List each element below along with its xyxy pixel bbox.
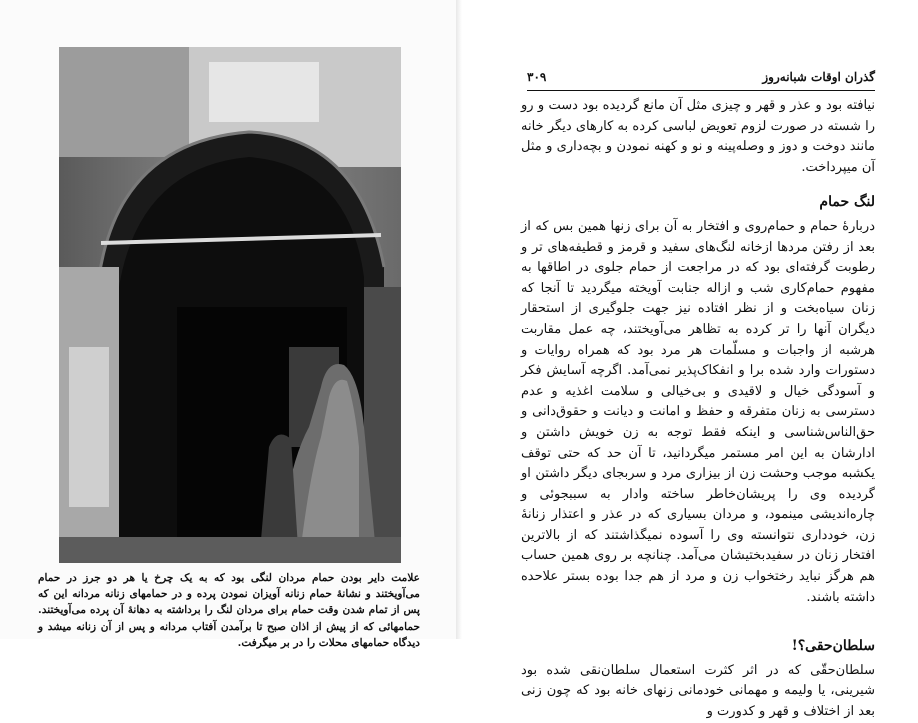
section-heading-1: لنگ حمام [819, 194, 875, 211]
running-header [527, 68, 875, 91]
section-gap [521, 608, 875, 622]
photo-drawing [59, 47, 401, 563]
running-header-title: گذران اوقات شبانه‌روز [762, 70, 875, 84]
body-text [521, 96, 875, 723]
caption-text: علامت دایر بودن حمام مردان لنگی بود که به یک چرخ یا هر دو جرز در حمام می‌آویختند و نشانهٔ حمام زنانه آویزان نمودن پرده و در حمامهای زنانه مردانه این که پس از تمام شدن وقت حمام برای مردان لنگ را برداشته به دهانهٔ آن پرده می‌آویختند. حمامهائی که از پیش از اذان صبح تا برآمدن آفتاب مردانه و پس از آن زنانه میشد و دیدگاه حمامهای محلات را در بر میگرفت. [38, 572, 420, 649]
paragraph-1: نیافته بود و عذر و قهر و چیزی مثل آن مانع گردیده بود دست و رو را شسته در صورت لزوم تعویض لباسی کرده به کارهای دیگر خانه مانند دوخت و دوز و وصله‌پینه و نو و کهنه نمودن و بچه‌داری و مثل آن میپرداخت. [521, 98, 875, 175]
page-number: ۳۰۹ [527, 70, 547, 84]
paragraph-2: دربارهٔ حمام و حمام‌روی و افتخار به آن برای زنها همین بس که از بعد از رفتن مردها ازخانه لنگ‌های سفید و قرمز و قطیفه‌های تر و رطوبت گرفته‌ای بود که در مراجعت از حمام جلوی در اطاقها به مفهوم حمام‌کاری شب و ازاله جنابت آویخته میگردید تا آنجا که زنان سیاه‌بخت و از نظر افتاده نیز جهت جلوگیری از استحقار دیگران آنها را تر کرده به تظاهر می‌آویختند، چه عمل مقاربت هرشبه از واجبات و مسلّمات هر مرد بود که همراه روایات و دستورات وارد شده برا و انفکاک‌پذیر نمی‌آمد. اگرچه آسایش فکر و آسودگی خیال و لاقیدی و بی‌خیالی و سلامت اغذیه و عدم دسترسی به زنان متفرقه و حفظ و امانت و دیانت و حقوق‌دانی و حق‌الناس‌شناسی و اینکه فقط توجه به زن خویش داشتن و ادارشان به این امر مستمر میگردانید، تا آن حد که حتی توقف یکشبه موجب وحشت زن از بیزاری مرد و سربجای دیگر داشتن او گردیده وی را پریشان‌خاطر ساخته وادار به سببجوئی و چاره‌اندیشی مینمود، و مردان بسیاری که در عذر و اعتذار زنانهٔ زن، خودداری نتوانسته وی را آسوده نمیگذاشتند که از بالاترین افتخار زنان در سفیدبختیشان می‌آمد. چنانچه بر روی همین حساب هم هرگز نباید رختخواب زن و مرد از هم جدا بوده بستر علاحده داشته باشند. [521, 218, 875, 605]
paragraph-3: سلطان‌حقّی که در اثر کثرت استعمال سلطان‌نقی شده بود شیرینی، یا ولیمه و مهمانی خودمانی زنهای خانه بود که چون زنی بعد از اختلاف و قهر و کدورت و [521, 662, 875, 720]
bathhouse-entrance-photo [59, 47, 401, 563]
section-heading-2: سلطان‌حقی؟! [791, 638, 875, 655]
left-page [0, 0, 456, 649]
